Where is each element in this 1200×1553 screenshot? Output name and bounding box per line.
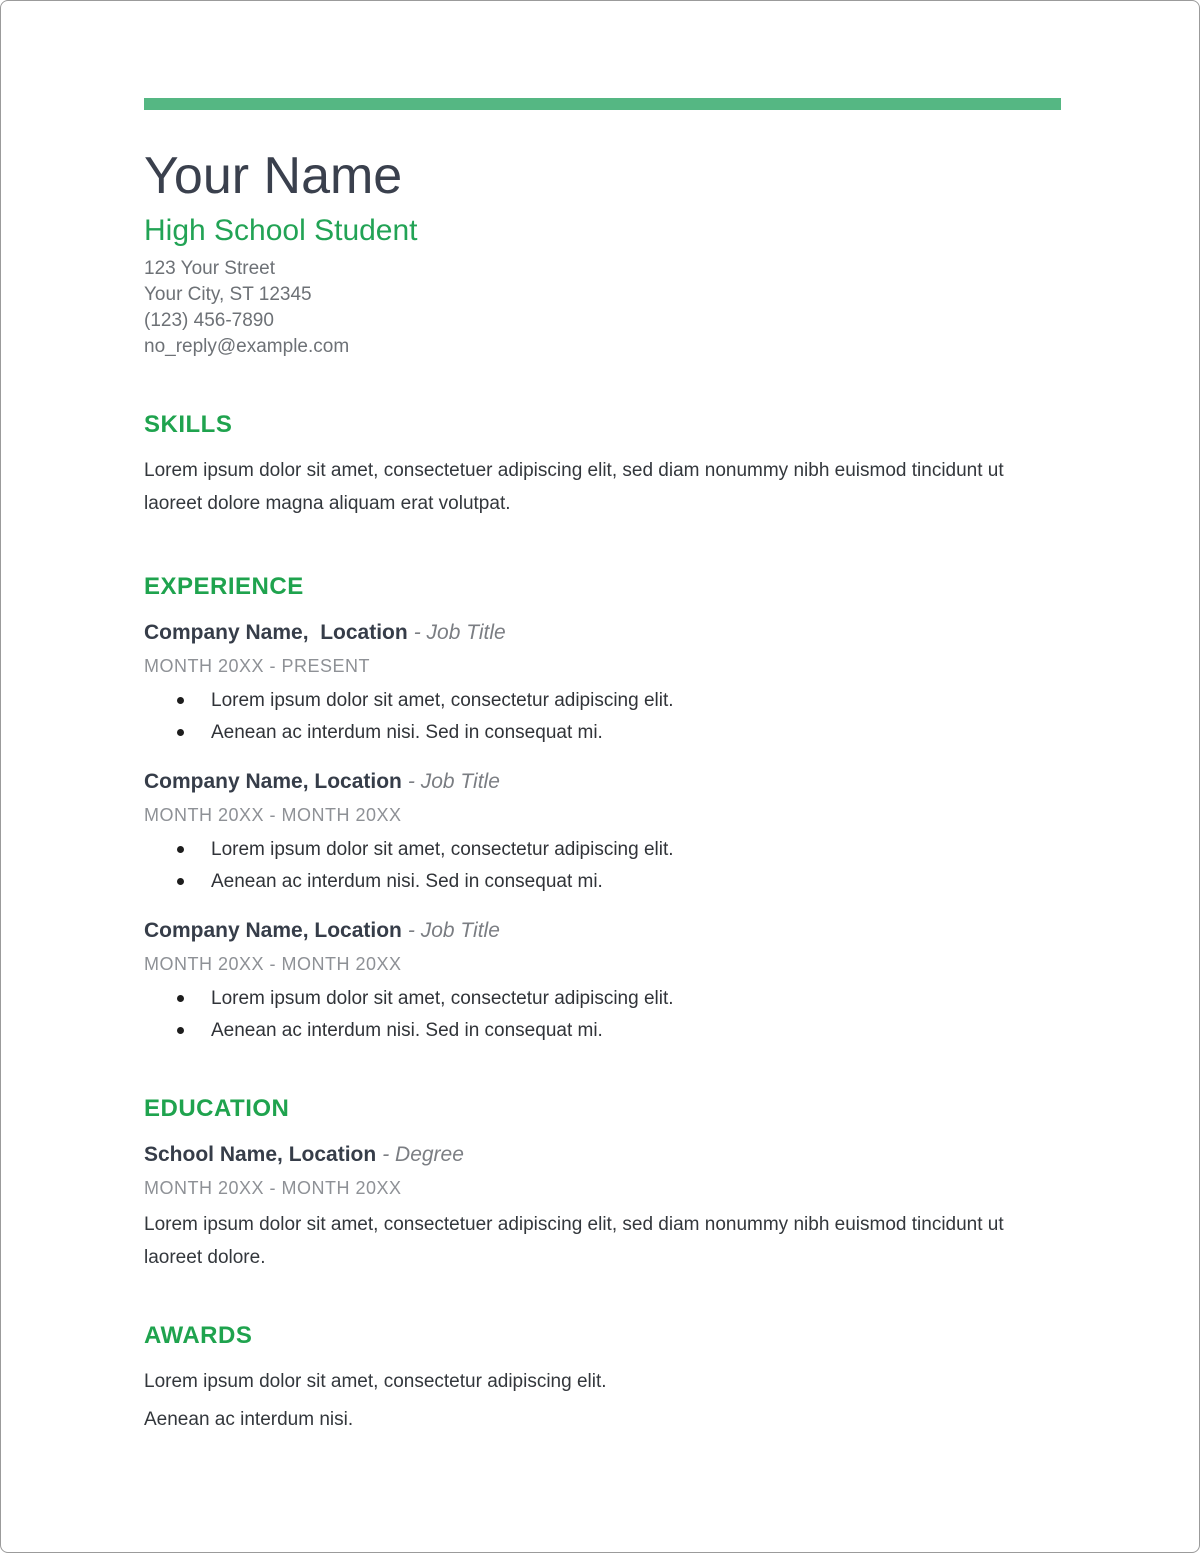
education-entry xyxy=(144,1141,1061,1274)
person-title: High School Student xyxy=(144,214,418,247)
contact-phone: (123) 456-7890 xyxy=(144,310,274,331)
contact-email: no_reply@example.com xyxy=(144,336,350,357)
education-heading: EDUCATION xyxy=(144,1095,290,1122)
experience-heading: EXPERIENCE xyxy=(144,573,304,600)
education-text: Lorem ipsum dolor sit amet, consectetuer adipiscing elit, sed diam nonummy nibh euismod tincidunt ut laoreet dolore. xyxy=(144,1214,1004,1268)
company-name: Company Name, Location xyxy=(144,919,402,942)
entry-title xyxy=(144,917,1061,945)
company-name: Company Name, Location xyxy=(144,621,408,644)
bullet-item: Aenean ac interdum nisi. Sed in consequat mi. xyxy=(144,720,1061,746)
bullet-item: Lorem ipsum dolor sit amet, consectetur adipiscing elit. xyxy=(144,688,1061,714)
entry-title xyxy=(144,619,1061,647)
contact-block xyxy=(144,256,1061,360)
entry-bullets xyxy=(144,837,1061,895)
job-title: - Job Title xyxy=(413,621,506,644)
contact-street: 123 Your Street xyxy=(144,258,275,279)
skills-heading: SKILLS xyxy=(144,411,233,438)
skills-section xyxy=(144,410,1061,520)
job-title: - Job Title xyxy=(407,770,500,793)
awards-section xyxy=(144,1321,1061,1436)
entry-bullets xyxy=(144,986,1061,1044)
experience-section xyxy=(144,572,1061,1044)
entry-bullets xyxy=(144,688,1061,746)
experience-entry xyxy=(144,619,1061,746)
awards-line: Aenean ac interdum nisi. xyxy=(144,1409,354,1430)
bullet-item: Aenean ac interdum nisi. Sed in consequat mi. xyxy=(144,1018,1061,1044)
accent-bar xyxy=(144,98,1061,110)
awards-heading: AWARDS xyxy=(144,1322,253,1349)
contact-city: Your City, ST 12345 xyxy=(144,284,312,305)
company-name: Company Name, Location xyxy=(144,770,402,793)
skills-text: Lorem ipsum dolor sit amet, consectetuer adipiscing elit, sed diam nonummy nibh euismod tincidunt ut laoreet dolore magna aliquam erat volutpat. xyxy=(144,460,1004,514)
experience-entry xyxy=(144,917,1061,1044)
entry-title xyxy=(144,1141,1061,1169)
resume-header xyxy=(144,146,1061,360)
education-section xyxy=(144,1094,1061,1274)
bullet-item: Lorem ipsum dolor sit amet, consectetur adipiscing elit. xyxy=(144,837,1061,863)
bullet-item: Aenean ac interdum nisi. Sed in consequat mi. xyxy=(144,869,1061,895)
entry-dates: MONTH 20XX - PRESENT xyxy=(144,656,371,676)
person-name: Your Name xyxy=(144,147,403,205)
bullet-item: Lorem ipsum dolor sit amet, consectetur adipiscing elit. xyxy=(144,986,1061,1012)
entry-dates: MONTH 20XX - MONTH 20XX xyxy=(144,1178,402,1198)
job-title: - Job Title xyxy=(407,919,500,942)
school-name: School Name, Location xyxy=(144,1143,377,1166)
entry-dates: MONTH 20XX - MONTH 20XX xyxy=(144,954,402,974)
experience-entry xyxy=(144,768,1061,895)
degree: - Degree xyxy=(382,1143,464,1166)
entry-dates: MONTH 20XX - MONTH 20XX xyxy=(144,805,402,825)
awards-line: Lorem ipsum dolor sit amet, consectetur adipiscing elit. xyxy=(144,1371,607,1392)
entry-title xyxy=(144,768,1061,796)
